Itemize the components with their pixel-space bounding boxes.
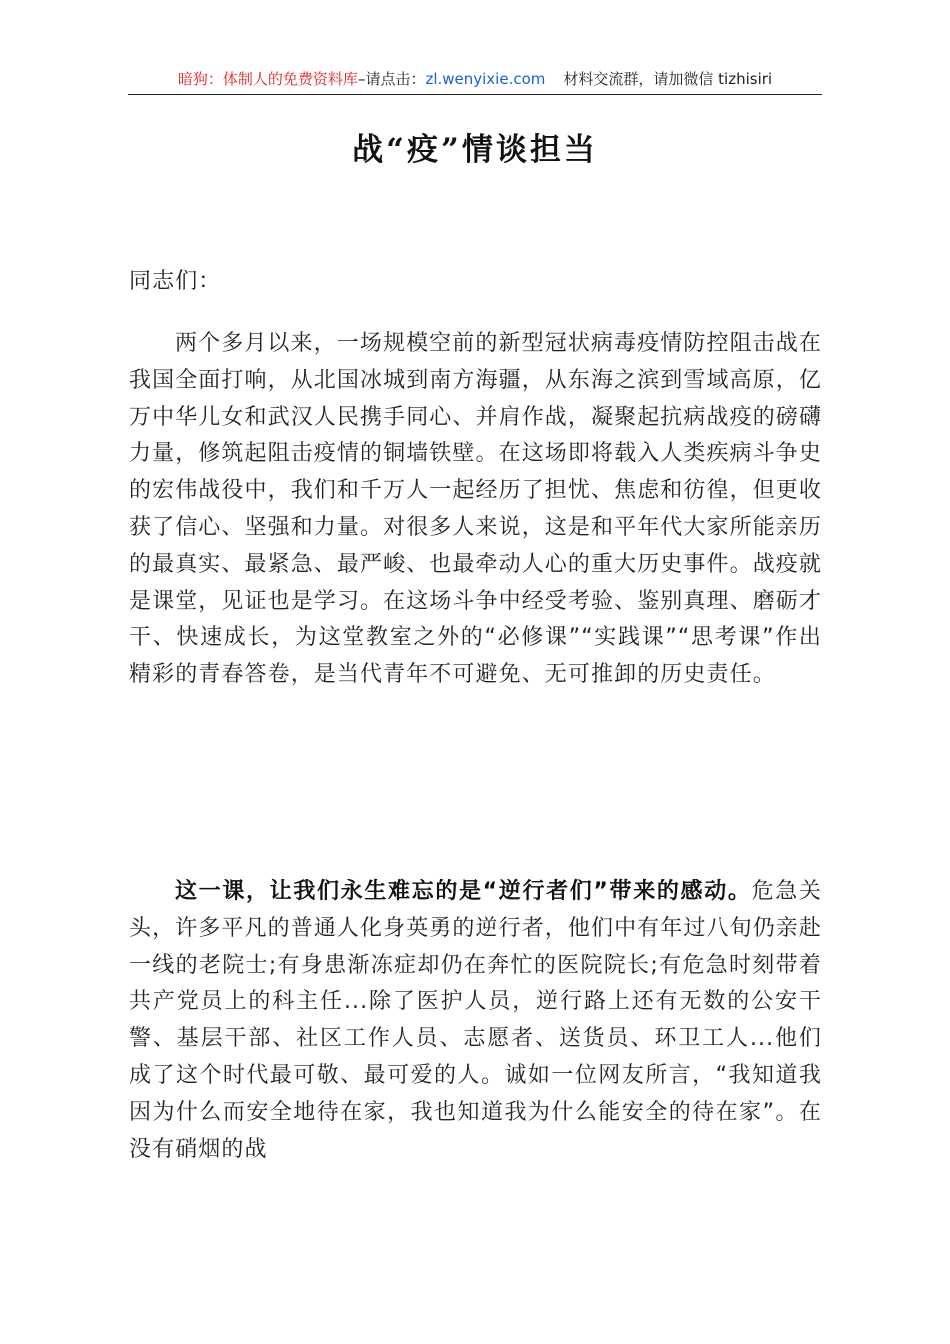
header-prompt: –请点击：: [357, 70, 426, 88]
page-header: [128, 66, 822, 95]
header-link[interactable]: zl.wenyixie.com: [425, 70, 546, 88]
paragraph-2-lead: 这一课，让我们永生难忘的是“逆行者们”带来的感动。: [175, 879, 752, 904]
paragraph-1: 两个多月以来，一场规模空前的新型冠状病毒疫情防控阻击战在我国全面打响，从北国冰城到南方海疆，从东海之滨到雪域高原，亿万中华儿女和武汉人民携手同心、并肩作战，凝聚起抗病战疫的磅礴力量，修筑起阻击疫情的铜墙铁壁。在这场即将载入人类疾病斗争史的宏伟战役中，我们和千万人一起经历了担忧、焦虑和彷徨，但更收获了信心、坚强和力量。对很多人来说，这是和平年代大家所能亲历的最真实、最紧急、最严峻、也最牵动人心的重大历史事件。战疫就是课堂，见证也是学习。在这场斗争中经受考验、鉴别真理、磨砺才干、快速成长，为这堂教室之外的“必修课”“实践课”“思考课”作出精彩的青春答卷，是当代青年不可避免、无可推卸的历史责任。: [129, 331, 823, 688]
paragraph-2-body: 危急关头，许多平凡的普通人化身英勇的逆行者，他们中有年过八旬仍亲赴一线的老院士;有身患渐冻症却仍在奔忙的医院院长;有危急时刻带着共产党员上的科主任...除了医护人员，逆行路上还有无数的公安干警、基层干部、社区工作人员、志愿者、送货员、环卫工人...他们成了这个时代最可敬、最可爱的人。诚如一位网友所言，“我知道我因为什么而安全地待在家，我也知道我为什么能安全的待在家”。在没有硝烟的战: [129, 879, 823, 1162]
paragraph-2: [129, 874, 822, 1168]
header-contact: 材料交流群，请加微信 tizhisiri: [563, 70, 773, 88]
salutation: 同志们：: [129, 269, 222, 294]
header-site-label: 暗狗：体制人的免费资料库: [177, 70, 358, 88]
document-title: 战“疫”情谈担当: [352, 132, 598, 168]
